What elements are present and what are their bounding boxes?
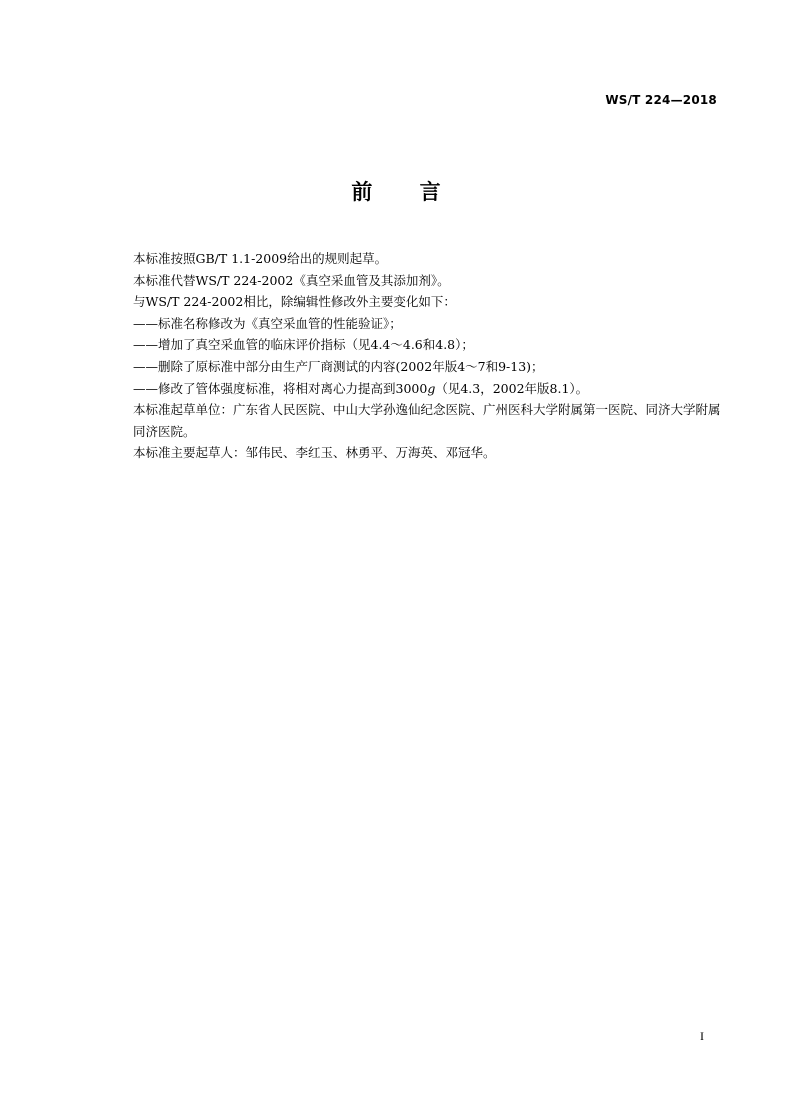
change-item-deleted-tests: ——删除了原标准中部分由生产厂商测试的内容(2002年版4～7和9-13)； (133, 358, 544, 374)
page-title: 前 言 (351, 180, 461, 204)
change-item-clinical-indicators: ——增加了真空采血管的临床评价指标（见4.4～4.6和4.8）； (133, 337, 474, 353)
page-number: I (700, 1029, 704, 1043)
foreword-body (133, 248, 723, 464)
paragraph-changes-intro: 与WS/T 224-2002相比，除编辑性修改外主要变化如下： (133, 294, 456, 310)
change-item-tube-strength-text: ——修改了管体强度标准，将相对离心力提高到3000 (133, 380, 428, 396)
paragraph-drafters: 本标准主要起草人：邹伟民、李红玉、林勇平、万海英、邓冠华。 (133, 445, 496, 461)
change-item-title: ——标准名称修改为《真空采血管的性能验证》； (133, 315, 402, 331)
paragraph-drafting-units: 本标准起草单位：广东省人民医院、中山大学孙逸仙纪念医院、广州医科大学附属第一医院、同济大学附属同济医院。 (133, 402, 721, 439)
paragraph-drafting-rules: 本标准按照GB/T 1.1-2009给出的规则起草。 (133, 251, 388, 266)
change-item-tube-strength (133, 378, 723, 400)
unit-g: g (427, 380, 436, 396)
standard-code: WS/T 224—2018 (605, 93, 717, 107)
paragraph-replaces: 本标准代替WS/T 224-2002《真空采血管及其添加剂》。 (133, 272, 450, 288)
change-item-tube-strength-ref: （见4.3，2002年版8.1）。 (435, 380, 589, 396)
